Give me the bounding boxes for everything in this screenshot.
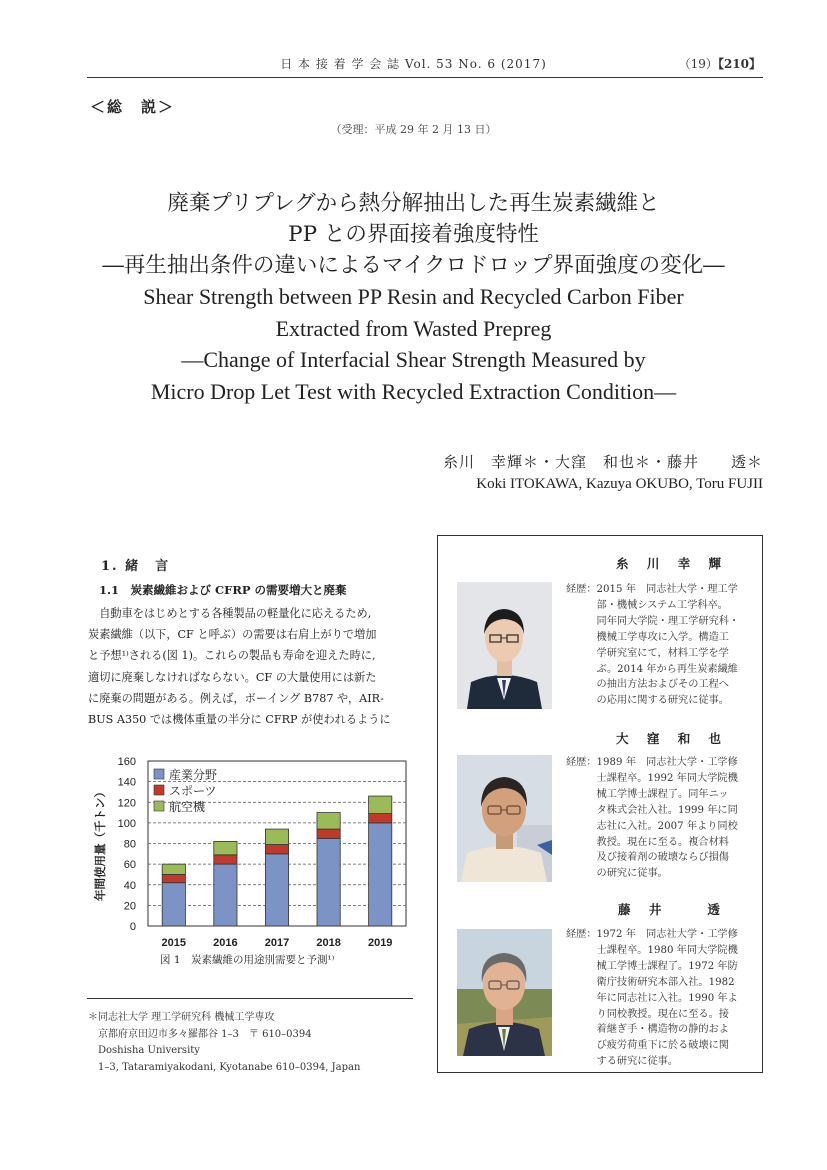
profile-name-okubo: 大 窪 和 也 xyxy=(616,731,729,746)
career-line: ぶ。2014 年から再生炭素繊維 xyxy=(566,663,738,675)
y-tick-label: 80 xyxy=(123,838,136,851)
legend-swatch xyxy=(154,801,164,811)
footnote-rule xyxy=(87,998,413,999)
footnote-line: 京都府京田辺市多々羅都谷 1–3 〒 610–0394 xyxy=(88,1028,312,1040)
x-tick-label: 2019 xyxy=(367,937,393,949)
section-heading: 1. 緒 言 xyxy=(101,559,171,574)
career-line: 学研究室にて，材料工学を学 xyxy=(566,647,729,659)
career-line: 及び接着剤の破壊ならび損傷 xyxy=(566,852,729,864)
y-tick-label: 0 xyxy=(129,921,136,933)
title-en-line1: Shear Strength between PP Resin and Recycled Carbon Fiber xyxy=(143,284,684,309)
bar-segment xyxy=(317,838,340,926)
author-photo-itokawa xyxy=(457,582,552,709)
bar-segment xyxy=(162,864,185,874)
bar-segment xyxy=(214,864,237,926)
career-line: の応用に関する研究に従事。 xyxy=(566,695,729,707)
page-number-bold: 【210】 xyxy=(717,57,761,71)
y-tick-label: 40 xyxy=(123,879,136,892)
bar-segment xyxy=(214,841,237,854)
bar-segment xyxy=(369,796,392,814)
y-tick-label: 20 xyxy=(123,900,136,913)
body-line: 炭素繊維（以下，CF と呼ぶ）の需要は右肩上がりで増加 xyxy=(88,628,377,642)
y-tick-label: 160 xyxy=(117,756,136,768)
author-photo-fujii xyxy=(457,929,552,1056)
bar-segment xyxy=(265,829,288,844)
header-rule xyxy=(87,77,763,78)
y-axis-label: 年間使用量（千トン） xyxy=(93,786,107,901)
body-line: 適切に廃棄しなければならない。CF の大量使用には新た xyxy=(88,670,377,684)
x-tick-label: 2017 xyxy=(264,937,290,949)
career-line: 械工学博士課程了。同年ニッ xyxy=(566,788,729,800)
career-line: の研究に従事。 xyxy=(566,868,668,880)
career-line: 士課程卒。1992 年同大学院機 xyxy=(566,772,738,784)
x-tick-label: 2015 xyxy=(161,937,187,949)
career-line: 教授。現在に至る。複合材料 xyxy=(566,836,729,848)
legend-label: 航空機 xyxy=(169,800,206,814)
y-tick-label: 140 xyxy=(117,776,136,789)
profile-name-fujii: 藤 井 透 xyxy=(618,902,727,917)
title-jp-line2: PP との界面接着強度特性 xyxy=(288,222,539,247)
footnote-line: Doshisha University xyxy=(88,1045,200,1056)
page-number xyxy=(679,55,761,72)
body-line: 自動車をはじめとする各種製品の軽量化に応えるため, xyxy=(88,607,372,620)
career-line: の抽出方法およびその工程へ xyxy=(566,679,729,691)
title-jp-line3: ―再生抽出条件の違いによるマイクロドロップ界面強度の変化― xyxy=(102,253,725,278)
title-en-line4: Micro Drop Let Test with Recycled Extraction Condition― xyxy=(150,378,677,404)
body-line: BUS A350 では機体重量の半分に CFRP が使われるように xyxy=(88,713,391,727)
footnote-line: ＊同志社大学 理工学研究科 機械工学専攻 xyxy=(88,1012,275,1023)
legend-label: 産業分野 xyxy=(169,768,218,782)
profile-career-fujii xyxy=(566,927,738,1070)
stacked-bar-chart xyxy=(90,752,420,952)
career-line: 経歴：2015 年 同志社大学・理工学 xyxy=(566,584,738,595)
bar-segment xyxy=(369,814,392,823)
subsection-heading: 1.1 炭素繊維および CFRP の需要増大と廃棄 xyxy=(99,583,347,597)
x-tick-label: 2016 xyxy=(213,937,238,949)
y-tick-label: 120 xyxy=(117,797,136,810)
legend-swatch xyxy=(154,785,164,795)
article-category: ＜総 説＞ xyxy=(90,98,176,116)
career-line: 士課程卒。1980 年同大学院機 xyxy=(566,944,738,956)
body-line: と予想¹⁾される(図 1)。これらの製品も寿命を迎えた時に, xyxy=(88,649,376,663)
bar-segment xyxy=(369,823,392,926)
bar-segment xyxy=(265,845,288,854)
career-line: する研究に従事。 xyxy=(566,1056,679,1068)
bar-segment xyxy=(265,854,288,926)
authors-japanese: 糸川 幸輝＊・大窪 和也＊・藤井 透＊ xyxy=(442,453,763,471)
figure-caption: 図 1 炭素繊維の用途別需要と予測¹⁾ xyxy=(160,954,335,966)
authors-english: Koki ITOKAWA, Kazuya OKUBO, Toru FUJII xyxy=(476,476,763,492)
career-line: 年に同志社に入社。1990 年よ xyxy=(566,992,738,1004)
bar-segment xyxy=(317,813,340,830)
legend-label: スポーツ xyxy=(169,784,217,798)
career-line: 同年同大学院・理工学研究科・ xyxy=(566,615,740,627)
career-line: び疲労荷重下に於る破壊に関 xyxy=(566,1040,729,1052)
career-line: 着継ぎ手・構造物の静的およ xyxy=(566,1024,729,1036)
received-date: （受理：平成 29 年 2 月 13 日） xyxy=(330,123,497,136)
career-line: タ株式会社入社。1999 年に同 xyxy=(566,804,738,816)
profile-name-itokawa: 糸 川 幸 輝 xyxy=(616,556,729,571)
bar-segment xyxy=(162,883,185,926)
career-line: 経歴：1989 年 同志社大学・工学修 xyxy=(566,757,738,768)
career-line: 部・機械システム工学科卒。 xyxy=(566,599,728,611)
title-jp-line1: 廃棄プリプレグから熱分解抽出した再生炭素繊維と xyxy=(167,191,660,216)
legend-swatch xyxy=(154,769,164,779)
career-line: 経歴：1972 年 同志社大学・工学修 xyxy=(566,929,738,940)
career-line: り同校教授。現在に至る。接 xyxy=(566,1008,729,1020)
profile-career-okubo xyxy=(566,755,738,882)
portrait-image xyxy=(457,929,552,1056)
career-line: 衛庁技術研究本部入社。1982 xyxy=(566,976,735,988)
affiliation-footnote xyxy=(88,1010,360,1076)
title-en-line3: ―Change of Interfacial Shear Strength Measured by xyxy=(181,347,646,372)
footnote-line: 1–3, Tataramiyakodani, Kyotanabe 610–0394, Japan xyxy=(88,1061,361,1073)
figure-1-chart xyxy=(90,752,420,972)
y-tick-label: 60 xyxy=(123,859,136,872)
page-number-paren: （19） xyxy=(678,57,718,71)
career-line: 機械工学専攻に入学。構造工 xyxy=(566,631,729,643)
x-tick-label: 2018 xyxy=(316,937,341,949)
author-profiles-box xyxy=(437,535,763,1073)
body-paragraph xyxy=(88,603,414,730)
career-line: 志社に入社。2007 年より同校 xyxy=(566,820,738,832)
profile-career-itokawa xyxy=(566,582,739,709)
portrait-image xyxy=(457,582,552,709)
journal-header: 日 本 接 着 学 会 誌 Vol. 53 No. 6 (2017) xyxy=(280,57,547,71)
article-title xyxy=(60,188,767,407)
portrait-image xyxy=(457,755,552,882)
bar-segment xyxy=(162,874,185,882)
bar-segment xyxy=(317,829,340,838)
bar-segment xyxy=(214,855,237,864)
career-line: 械工学博士課程了。1972 年防 xyxy=(566,960,738,972)
author-photo-okubo xyxy=(457,755,552,882)
y-tick-label: 100 xyxy=(117,817,136,830)
body-line: に廃棄の問題がある。例えば，ボーイング B787 や，AIR- xyxy=(88,691,384,705)
title-en-line2: Extracted from Wasted Prepreg xyxy=(275,315,552,341)
